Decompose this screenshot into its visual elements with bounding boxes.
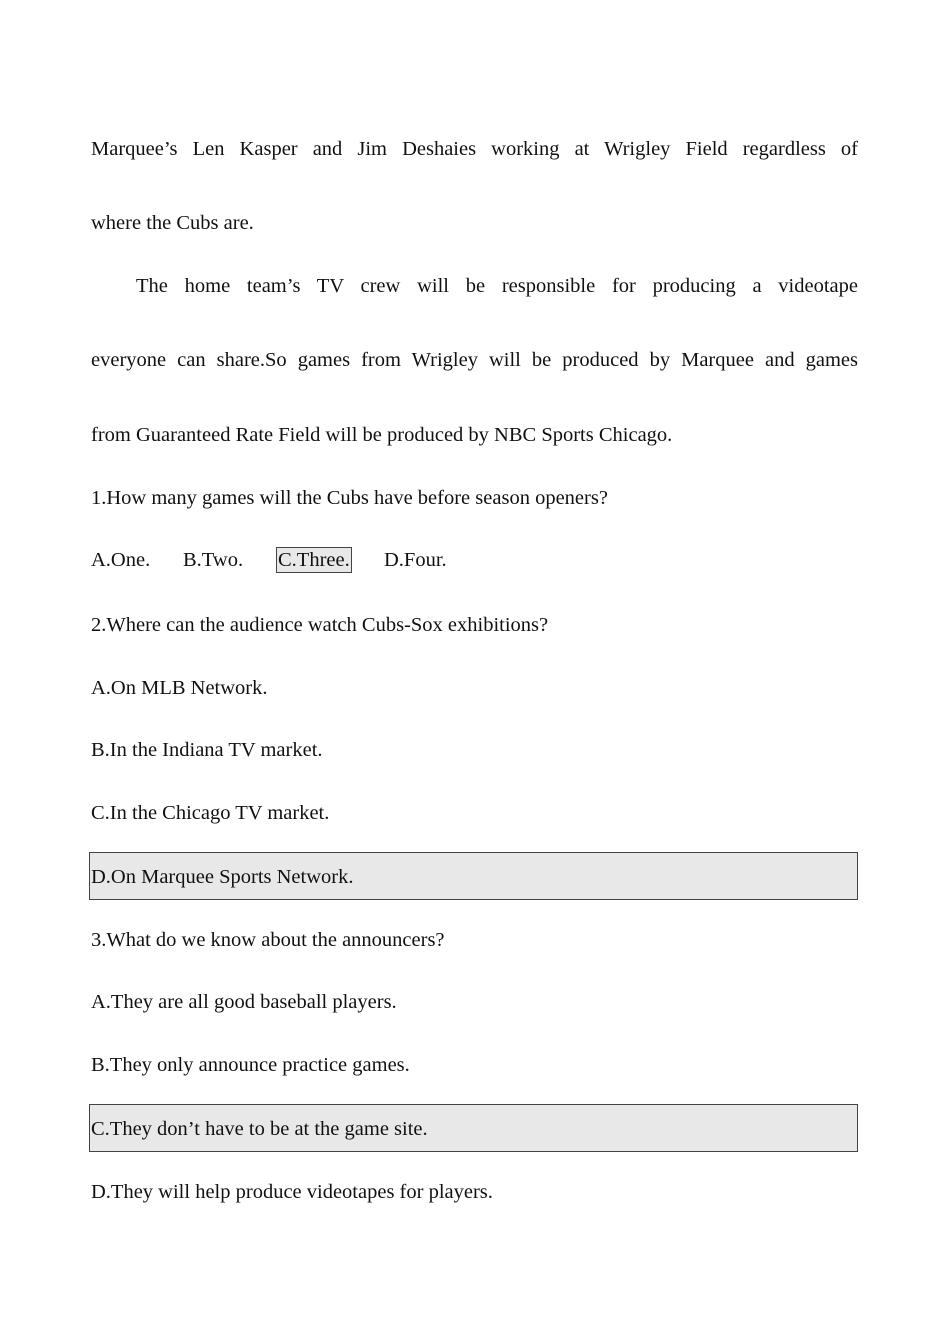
q3-option-a: A.They are all good baseball players. xyxy=(91,991,397,1013)
passage-line: Marquee’s Len Kasper and Jim Deshaies working at Wrigley Field regardless of xyxy=(91,138,858,160)
q1-option-c-highlighted: C.Three. xyxy=(278,549,350,571)
q1-option-d: D.Four. xyxy=(384,549,447,571)
q3-option-b: B.They only announce practice games. xyxy=(91,1054,410,1076)
q3-option-c-text: C.They don’t have to be at the game site. xyxy=(91,1118,428,1140)
passage-line: from Guaranteed Rate Field will be produced by NBC Sports Chicago. xyxy=(91,424,673,446)
q2-option-c: C.In the Chicago TV market. xyxy=(91,802,330,824)
passage-line: The home team’s TV crew will be responsible for producing a videotape xyxy=(136,275,858,297)
passage-line: everyone can share.So games from Wrigley will be produced by Marquee and games xyxy=(91,349,858,371)
q3-option-c-highlighted xyxy=(89,1104,858,1152)
q2-option-d-text: D.On Marquee Sports Network. xyxy=(91,866,354,888)
passage-line: where the Cubs are. xyxy=(91,212,254,234)
question-2-text: 2.Where can the audience watch Cubs-Sox exhibitions? xyxy=(91,614,549,636)
q2-option-d-highlighted xyxy=(89,852,858,900)
q1-option-b: B.Two. xyxy=(183,549,244,571)
q2-option-b: B.In the Indiana TV market. xyxy=(91,739,323,761)
question-1-text: 1.How many games will the Cubs have before season openers? xyxy=(91,487,608,509)
question-3-text: 3.What do we know about the announcers? xyxy=(91,929,445,951)
q3-option-d: D.They will help produce videotapes for players. xyxy=(91,1181,493,1203)
q1-option-a: A.One. xyxy=(91,549,151,571)
q2-option-a: A.On MLB Network. xyxy=(91,677,268,699)
